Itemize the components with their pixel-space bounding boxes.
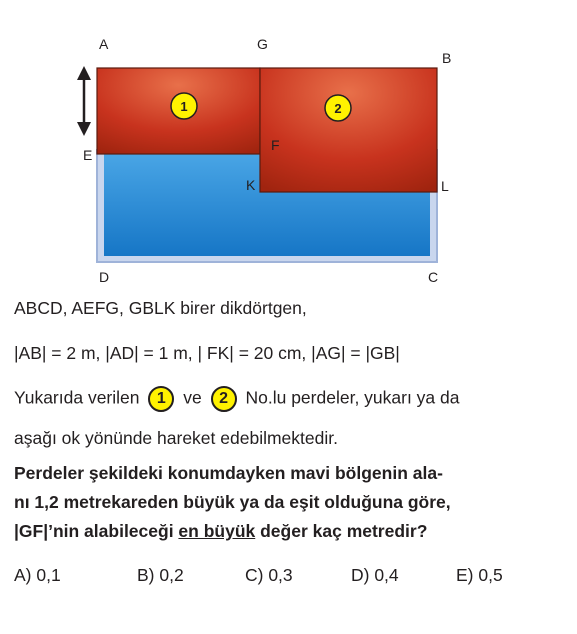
given-lengths: |AB| = 2 m, |AD| = 1 m, | FK| = 20 cm, |AG| = |GB|	[14, 343, 400, 363]
curtain-description-mid: ve	[183, 387, 202, 408]
option-e[interactable]: E) 0,5	[456, 565, 503, 585]
point-D: D	[99, 269, 110, 285]
question-line-3-post: değer kaç metredir?	[255, 521, 428, 541]
point-G: G	[257, 36, 268, 52]
curtain-1-number: 1	[180, 99, 188, 114]
point-F: F	[271, 137, 280, 153]
curtain-2-number: 2	[334, 101, 342, 116]
point-A: A	[99, 36, 109, 52]
inline-badge-1: 1	[148, 386, 174, 412]
curtain-2[interactable]	[260, 68, 437, 192]
inline-badge-2: 2	[211, 386, 237, 412]
curtain-description-pre: Yukarıda verilen	[14, 387, 140, 408]
curtain-1-badge	[171, 93, 197, 119]
curtain-motion: aşağı ok yönünde hareket edebilmektedir.	[14, 428, 338, 448]
question-line-1: Perdeler şekildeki konumdayken mavi bölgenin ala-	[14, 463, 443, 483]
point-L: L	[441, 178, 449, 194]
point-K: K	[246, 177, 256, 193]
curtain-description-post: No.lu perdeler, yukarı ya da	[245, 387, 460, 408]
question-line-3-pre: |GF|’nin alabileceği	[14, 521, 179, 541]
double-arrow-vertical-icon	[77, 66, 91, 136]
option-c[interactable]: C) 0,3	[245, 565, 293, 585]
point-C: C	[428, 269, 439, 285]
curtain-figure	[0, 0, 577, 300]
question-line-2: nı 1,2 metrekareden büyük ya da eşit olduğuna göre,	[14, 492, 451, 512]
option-a[interactable]: A) 0,1	[14, 565, 61, 585]
curtain-description	[14, 386, 460, 412]
option-d[interactable]: D) 0,4	[351, 565, 399, 585]
option-b[interactable]: B) 0,2	[137, 565, 184, 585]
given-rectangles: ABCD, AEFG, GBLK birer dikdörtgen,	[14, 298, 307, 318]
curtain-2-badge	[325, 95, 351, 121]
question-line-3	[14, 521, 427, 542]
point-B: B	[442, 50, 452, 66]
point-E: E	[83, 147, 93, 163]
question-emphasis: en büyük	[178, 521, 256, 541]
